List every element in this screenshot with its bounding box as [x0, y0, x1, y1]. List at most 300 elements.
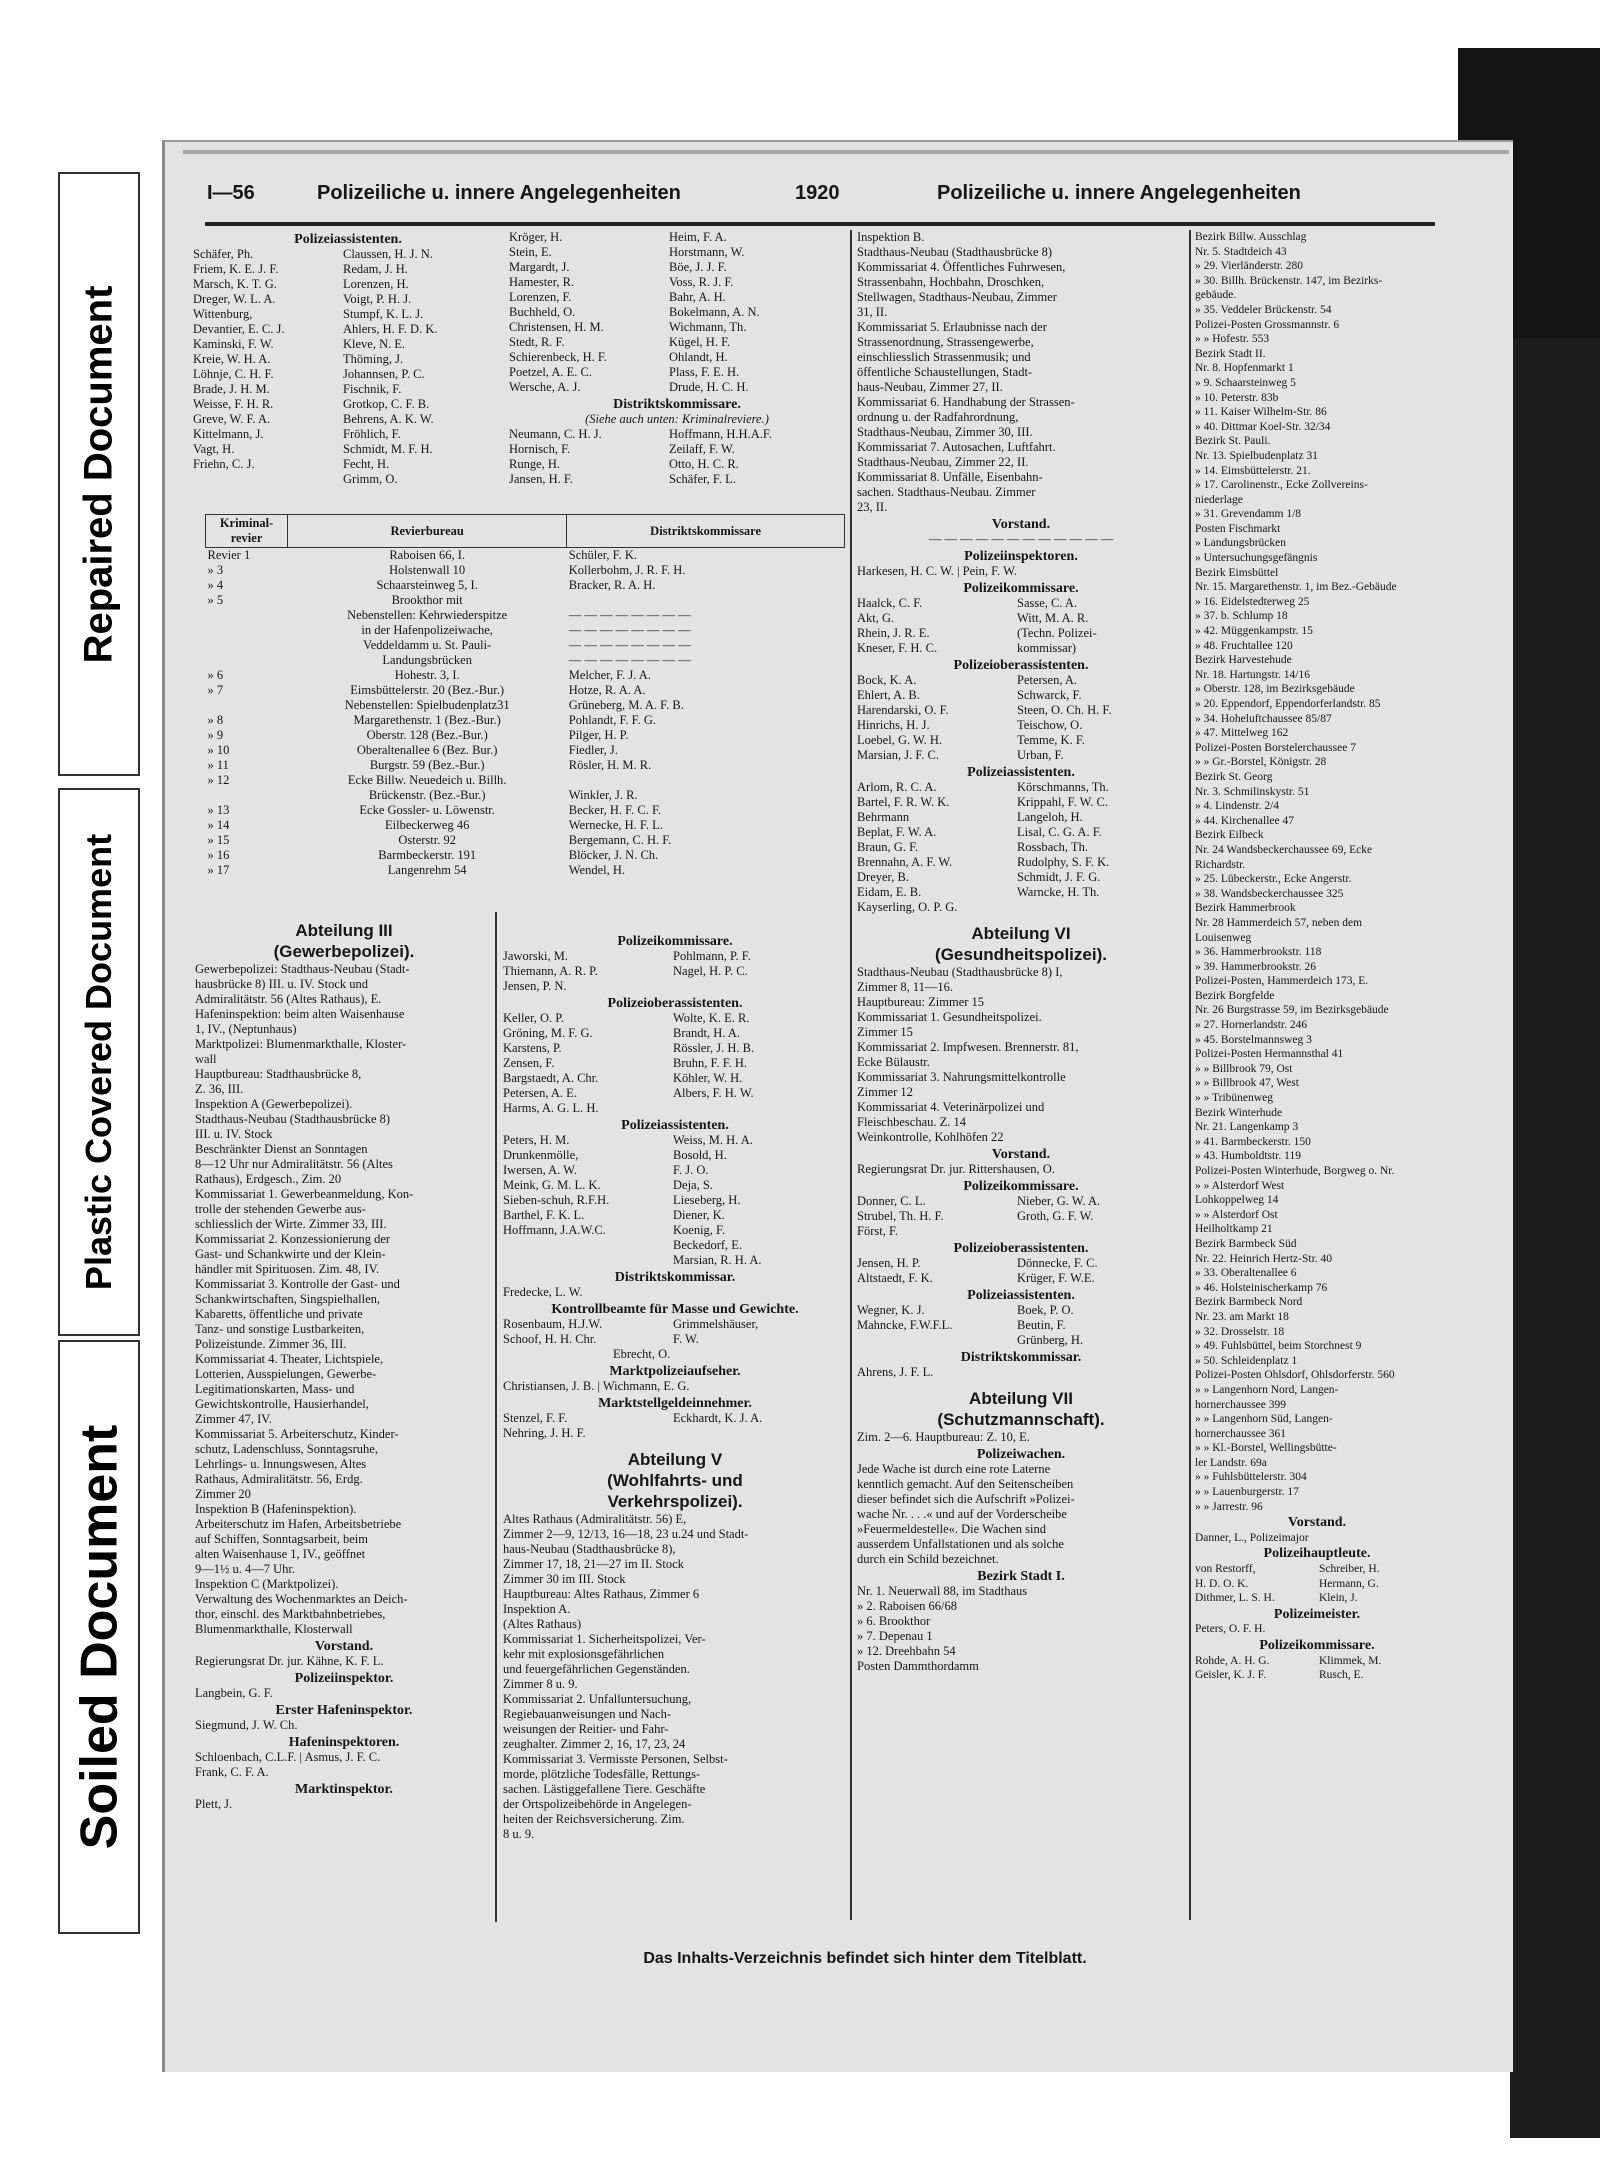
table-cell	[206, 698, 288, 713]
text-line: » 46. Holsteinischerkamp 76	[1195, 1281, 1328, 1294]
table-header: Revierbureau	[288, 515, 567, 548]
table-cell: Holstenwall 10	[389, 563, 466, 577]
text-line: Kügel, H. F.	[669, 335, 731, 349]
text-line: Eidam, E. B.	[857, 885, 922, 899]
text-line: » 45. Borstelmannsweg 3	[1195, 1033, 1312, 1046]
text-line: Hornisch, F.	[509, 442, 571, 456]
text-line: Stein, E.	[509, 245, 552, 259]
text-line: Christensen, H. M.	[509, 320, 604, 334]
text-line: kehr mit explosionsgefährlichen	[503, 1647, 665, 1661]
text-line: Nr. 24 Wandsbeckerchaussee 69, Ecke	[1195, 843, 1373, 856]
section-heading: Bezirk Stadt I.	[977, 1569, 1065, 1584]
section-title: Abteilung V	[627, 1450, 723, 1469]
section-heading: Polizeikommissare.	[963, 581, 1079, 596]
table-cell: Becker, H. F. C. F.	[568, 803, 662, 817]
page-header	[165, 182, 1505, 206]
text-line: Inspektion A (Gewerbepolizei).	[195, 1097, 353, 1111]
section-heading: Polizeikommissare.	[1259, 1639, 1375, 1653]
text-line: Strassenbahn, Hochbahn, Droschken,	[857, 275, 1045, 289]
text-line: Stedt, R. F.	[509, 335, 565, 349]
text-line: Richardstr.	[1195, 858, 1246, 871]
table-cell: — — — — — — — —	[568, 653, 691, 667]
text-line: F. W.	[673, 1332, 699, 1346]
text-line: Wegner, K. J.	[857, 1303, 925, 1317]
text-line: Hoffmann, J.A.W.C.	[503, 1223, 606, 1237]
text-line: Akt, G.	[857, 611, 895, 625]
text-line: Kneser, F. H. C.	[857, 641, 938, 655]
text-line: » 33. Oberaltenallee 6	[1195, 1267, 1297, 1280]
text-line: Nagel, H. P. C.	[673, 964, 748, 978]
label-text: Plastic Covered Document	[78, 833, 120, 1291]
section-heading: Polizeioberassistenten.	[953, 1241, 1089, 1256]
name-list	[1195, 1654, 1319, 1683]
table-cell: » 6	[207, 668, 224, 682]
text-line: » 42. Müggenkampstr. 15	[1195, 625, 1313, 638]
name-list	[857, 780, 1017, 915]
text-line: » 32. Drosselstr. 18	[1195, 1325, 1285, 1338]
text-line: 9—1½ u. 4—7 Uhr.	[195, 1562, 295, 1576]
text-line: Groth, G. F. W.	[1017, 1209, 1094, 1223]
text-line: Zimmer 20	[195, 1487, 251, 1501]
text-line: » 4. Lindenstr. 2/4	[1195, 800, 1280, 813]
repaired-document-label	[58, 172, 140, 776]
text-line: » 2. Raboisen 66/68	[857, 1599, 957, 1613]
section-title: Abteilung III	[295, 921, 393, 940]
section-heading: Distriktskommissar.	[960, 1350, 1082, 1365]
text-line: » 29. Vierländerstr. 280	[1195, 260, 1304, 273]
table-cell: Landungsbrücken	[382, 653, 472, 667]
text-line: » 6. Brookthor	[857, 1614, 931, 1628]
text-line: ordnung u. der Radfahrordnung,	[857, 410, 1019, 424]
text-line: Petersen, A.	[1017, 673, 1078, 687]
text-line: hornerchaussee 399	[1195, 1398, 1287, 1411]
section-heading: Polizeioberassistenten.	[607, 996, 743, 1011]
text-line: Buchheld, O.	[509, 305, 576, 319]
text-line: Bokelmann, A. N.	[669, 305, 760, 319]
text-line: » 37. b. Schlump 18	[1195, 610, 1288, 623]
section-heading: Distriktskommissar.	[614, 1270, 736, 1285]
table-cell: Winkler, J. R.	[568, 788, 638, 802]
table-cell: Bergemann, C. H. F.	[568, 833, 672, 847]
text-line: » 50. Schleidenplatz 1	[1195, 1354, 1298, 1367]
text-line: Polizei-Posten Grossmannstr. 6	[1195, 318, 1340, 331]
text-block	[857, 230, 1185, 515]
text-line: Ahlers, H. F. D. K.	[343, 322, 438, 336]
text-line: Frank, C. F. A.	[195, 1765, 269, 1779]
text-line: » 16. Eidelstedterweg 25	[1195, 595, 1310, 608]
table-cell: » 17	[207, 863, 230, 877]
text-line: Petersen, A. E.	[503, 1086, 577, 1100]
text-line: Posten Dammthordamm	[857, 1659, 979, 1673]
table-cell: Oberstr. 128 (Bez.-Bur.)	[366, 728, 488, 742]
label-text: Repaired Document	[76, 285, 121, 663]
text-line: Hauptbureau: Stadthausbrücke 8,	[195, 1067, 362, 1081]
text-line: Hinrichs, H. J.	[857, 718, 930, 732]
table-cell: Eilbeckerweg 46	[385, 818, 470, 832]
text-line: Rossbach, Th.	[1017, 840, 1088, 854]
text-line: Nr. 22. Heinrich Hertz-Str. 40	[1195, 1252, 1333, 1265]
text-line: Grimmelshäuser,	[673, 1317, 759, 1331]
text-line: Kommissariat 1. Gewerbeanmeldung, Kon-	[195, 1187, 414, 1201]
section-heading: Polizeiassistenten.	[294, 232, 402, 247]
table-cell	[206, 623, 288, 638]
table-cell: » 5	[207, 593, 224, 607]
text-line: Schankwirtschaften, Singspielhallen,	[195, 1292, 381, 1306]
scan-background	[1510, 338, 1600, 2138]
text-line: händler mit Spirituosen. Zim. 48, IV.	[195, 1262, 380, 1276]
table-row	[206, 548, 845, 564]
section-heading: Erster Hafeninspektor.	[275, 1703, 413, 1718]
text-line: » 49. Fuhlsbüttel, beim Storchnest 9	[1195, 1340, 1362, 1353]
name-list	[673, 949, 843, 994]
text-line: alten Waisenhause 1, IV., geöffnet	[195, 1547, 366, 1561]
text-line: Grotkop, C. F. B.	[343, 397, 430, 411]
text-line: (Altes Rathaus)	[503, 1617, 582, 1631]
table-row	[206, 833, 845, 848]
text-line: Rathaus, Admiralitätstr. 56, Erdg.	[195, 1472, 363, 1486]
text-line: » » Alsterdorf Ost	[1195, 1208, 1278, 1221]
text-line: Kröger, H.	[509, 230, 563, 244]
text-block	[503, 1512, 847, 1842]
text-line: weisungen der Reitier- und Fahr-	[503, 1722, 669, 1736]
text-line: » » Langenhorn Süd, Langen-	[1195, 1413, 1333, 1426]
text-line: Rusch, E.	[1319, 1669, 1364, 1682]
table-cell: Revier 1	[207, 548, 251, 562]
table-header: Kriminal-revier	[206, 515, 288, 548]
text-line: durch ein Schild bezeichnet.	[857, 1552, 999, 1566]
text-line: Zimmer 17, 18, 21—27 im II. Stock	[503, 1557, 684, 1571]
text-line: Harms, A. G. L. H.	[503, 1101, 599, 1115]
text-line: » 30. Billh. Brückenstr. 147, im Bezirks-	[1195, 274, 1383, 287]
text-line: Verwaltung des Wochenmarktes an Deich-	[195, 1592, 408, 1606]
text-line: Gröning, M. F. G.	[503, 1026, 593, 1040]
text-line: Sasse, C. A.	[1017, 596, 1078, 610]
name-list	[1319, 1654, 1439, 1683]
section-heading: Hafeninspektoren.	[288, 1735, 400, 1750]
year: 1920	[795, 182, 840, 204]
name-list	[509, 427, 669, 487]
text-line: Zensen, F.	[503, 1056, 555, 1070]
text-line: Nehring, J. H. F.	[503, 1426, 586, 1440]
section-title: Abteilung VI	[971, 924, 1071, 943]
table-row	[206, 773, 845, 788]
text-line: Greve, W. F. A.	[193, 412, 271, 426]
text-line: Schäfer, F. L.	[669, 472, 736, 486]
text-line: Hafeninspektion: beim alten Waisenhause	[195, 1007, 405, 1021]
table-cell: » 13	[207, 803, 230, 817]
text-line: Gewichtskontrolle, Hausierhandel,	[195, 1397, 369, 1411]
text-line: Drude, H. C. H.	[669, 380, 749, 394]
section-heading: Polizeimeister.	[1273, 1607, 1361, 1622]
text-line: der Ortspolizeibehörde in Angelegen-	[503, 1797, 692, 1811]
text-block	[1195, 230, 1439, 1514]
col3	[857, 230, 1185, 1674]
text-line: Stellwagen, Stadthaus-Neubau, Zimmer	[857, 290, 1057, 304]
text-line: trolle der stehenden Gewerbe aus-	[195, 1202, 366, 1216]
dash-line: — — — — — — — — — — — —	[928, 532, 1114, 546]
text-line: Körschmanns, Th.	[1017, 780, 1109, 794]
text-line: Voss, R. J. F.	[669, 275, 734, 289]
text-line: Inspektion C (Marktpolizei).	[195, 1577, 339, 1591]
text-line: Weiss, M. H. A.	[673, 1133, 753, 1147]
name-list	[1319, 1562, 1439, 1606]
text-line: Claussen, H. J. N.	[343, 247, 433, 261]
section-title: Verkehrspolizei).	[607, 1492, 743, 1511]
text-line: Polizeistunde. Zimmer 36, III.	[195, 1337, 347, 1351]
table-cell: Hohestr. 3, I.	[394, 668, 460, 682]
table-row	[206, 788, 845, 803]
text-line: Regierungsrat Dr. jur. Rittershausen, O.	[857, 1162, 1055, 1176]
text-line: » 36. Hammerbrookstr. 118	[1195, 946, 1322, 959]
text-line: Kommissariat 2. Impfwesen. Brennerstr. 81,	[857, 1040, 1079, 1054]
text-line: » 40. Dittmar Koel-Str. 32/34	[1195, 420, 1331, 433]
table-row	[206, 818, 845, 833]
name-list	[1017, 1256, 1185, 1286]
text-line: Plass, F. E. H.	[669, 365, 740, 379]
text-line: Köhler, W. H.	[673, 1071, 743, 1085]
text-line: kenntlich gemacht. Auf den Seitenscheiben	[857, 1477, 1074, 1491]
section-heading: Polizeiinspektor.	[294, 1671, 394, 1686]
text-line: Brade, J. H. M.	[193, 382, 270, 396]
text-line: Schäfer, Ph.	[193, 247, 254, 261]
section-heading: Polizeiinspektoren.	[964, 549, 1078, 564]
col1-top	[193, 230, 503, 487]
text-line: Lieseberg, H.	[673, 1193, 741, 1207]
table-cell: Fiedler, J.	[568, 743, 618, 757]
section-heading: Polizeiassistenten.	[967, 765, 1075, 780]
text-line: Rhein, J. R. E.	[857, 626, 930, 640]
text-line: Rosenbaum, H.J.W.	[503, 1317, 603, 1331]
text-line: Stadthaus-Neubau (Stadthausbrücke 8)	[195, 1112, 391, 1126]
table-cell: Nebenstellen: Kehrwiederspitze	[347, 608, 508, 622]
text-line: Geisler, K. J. F.	[1195, 1669, 1267, 1682]
text-line: Löhnje, C. H. F.	[193, 367, 274, 381]
table-cell: Brückenstr. (Bez.-Bur.)	[368, 788, 486, 802]
text-line: » 38. Wandsbeckerchaussee 325	[1195, 887, 1344, 900]
text-line: Kommissariat 5. Arbeiterschutz, Kinder-	[195, 1427, 399, 1441]
text-line: Krüger, F. W.E.	[1017, 1271, 1095, 1285]
table-row	[206, 863, 845, 878]
table-cell: Osterstr. 92	[398, 833, 456, 847]
text-line: Peters, O. F. H.	[1195, 1623, 1266, 1636]
text-line: Lorenzen, F.	[509, 290, 572, 304]
text-line: Teischow, O.	[1017, 718, 1083, 732]
text-line: Margardt, J.	[509, 260, 570, 274]
column-divider	[1189, 230, 1191, 1920]
text-line: Fischnik, F.	[343, 382, 402, 396]
text-line: Thiemann, A. R. P.	[503, 964, 598, 978]
section-subheading: (Siehe auch unten: Kriminalreviere.)	[585, 412, 769, 426]
text-line: hausbrücke 8) III. u. IV. Stock und	[195, 977, 368, 991]
text-line: Drunkenmölle,	[503, 1148, 579, 1162]
table-header: Distriktskommissare	[567, 515, 845, 548]
text-line: Bargstaedt, A. Chr.	[503, 1071, 599, 1085]
text-line: Bezirk Eilbeck	[1195, 829, 1264, 842]
text-line: Rohde, A. H. G.	[1195, 1654, 1270, 1667]
text-line: Hamester, R.	[509, 275, 575, 289]
text-line: Nr. 23. am Markt 18	[1195, 1310, 1289, 1323]
text-line: sachen. Lästiggefallene Tiere. Geschäfte	[503, 1782, 706, 1796]
text-line: morde, plötzliche Todesfälle, Rettungs-	[503, 1767, 701, 1781]
text-line: Ahrens, J. F. L.	[857, 1365, 934, 1379]
text-line: Kreie, W. H. A.	[193, 352, 271, 366]
text-line: Brennahn, A. F. W.	[857, 855, 953, 869]
table-cell: Ecke Gossler- u. Löwenstr.	[359, 803, 495, 817]
name-list	[673, 1133, 843, 1268]
text-line: Friehn, C. J.	[193, 457, 255, 471]
text-line: Schmidt, M. F. H.	[343, 442, 433, 456]
table-row	[206, 578, 845, 593]
text-line: Beplat, F. W. A.	[857, 825, 937, 839]
text-line: Kleve, N. E.	[343, 337, 406, 351]
table-row	[206, 608, 845, 623]
text-line: Marktpolizei: Blumenmarkthalle, Kloster-	[195, 1037, 407, 1051]
text-line: Hermann, G.	[1319, 1577, 1379, 1590]
text-line: Heim, F. A.	[669, 230, 727, 244]
table-cell: Bracker, R. A. H.	[568, 578, 656, 592]
text-line: Thöming, J.	[343, 352, 404, 366]
section-heading: Polizeioberassistenten.	[953, 658, 1089, 673]
text-line: Dönnecke, F. C.	[1017, 1256, 1098, 1270]
text-line: Hauptbureau: Altes Rathaus, Zimmer 6	[503, 1587, 700, 1601]
text-line: Pohlmann, P. F.	[673, 949, 751, 963]
table-cell: » 3	[207, 563, 224, 577]
table-cell: » 15	[207, 833, 230, 847]
text-line: Kabaretts, öffentliche und private	[195, 1307, 363, 1321]
text-line: » » Langenhorn Nord, Langen-	[1195, 1383, 1339, 1396]
text-line: Keller, O. P.	[503, 1011, 564, 1025]
text-line: Kittelmann, J.	[193, 427, 264, 441]
text-line: Böe, J. J. F.	[669, 260, 727, 274]
table-cell: Pilger, H. P.	[568, 728, 629, 742]
text-line: Kommissariat 5. Erlaubnisse nach der	[857, 320, 1047, 334]
text-line: Fröhlich, F.	[343, 427, 401, 441]
text-line: » 47. Mittelweg 162	[1195, 727, 1289, 740]
section-heading: Marktinspektor.	[295, 1782, 393, 1797]
text-line: » 10. Peterstr. 83b	[1195, 391, 1279, 404]
text-line: Marsian, R. H. A.	[673, 1253, 762, 1267]
text-block	[857, 965, 1185, 1145]
page-number: I—56	[207, 182, 255, 204]
text-line: » 14. Eimsbüttelerstr. 21.	[1195, 464, 1311, 477]
text-line: 1, IV., (Neptunhaus)	[195, 1022, 297, 1036]
text-line: » Landungsbrücken	[1195, 537, 1287, 550]
table-row	[206, 803, 845, 818]
name-list	[857, 1256, 1017, 1286]
text-line: Harendarski, O. F.	[857, 703, 949, 717]
label-text: Soiled Document	[70, 1424, 128, 1850]
name-list	[1017, 780, 1185, 915]
section-heading: Vorstand.	[991, 1147, 1051, 1162]
table-cell: Eimsbüttelerstr. 20 (Bez.-Bur.)	[350, 683, 505, 697]
text-line: Polizei-Posten Hermannsthal 41	[1195, 1048, 1344, 1061]
text-line: Bezirk St. Pauli.	[1195, 435, 1271, 448]
table-cell: Grüneberg, M. A. F. B.	[568, 698, 684, 712]
text-line: Nr. 28 Hammerdeich 57, neben dem	[1195, 916, 1363, 929]
text-line: » 34. Hoheluftchaussee 85/87	[1195, 712, 1332, 725]
table-cell: » 12	[207, 773, 230, 787]
table-cell: Blöcker, J. N. Ch.	[568, 848, 659, 862]
name-list	[503, 949, 673, 994]
text-line: Schloenbach, C.L.F. | Asmus, J. F. C.	[195, 1750, 381, 1764]
section-title: (Gewerbepolizei).	[273, 942, 415, 961]
text-block	[195, 962, 493, 1637]
section-heading: Polizeihauptleute.	[1263, 1547, 1371, 1562]
name-list	[673, 1011, 843, 1116]
name-list	[503, 1411, 673, 1441]
text-line: Nr. 13. Spielbudenplatz 31	[1195, 449, 1318, 462]
text-line: Schoof, H. H. Chr.	[503, 1332, 597, 1346]
text-line: Voigt, P. H. J.	[343, 292, 412, 306]
table-cell: Schüler, F. K.	[568, 548, 638, 562]
text-line: 31, II.	[857, 305, 888, 319]
text-line: » » Fuhlsbüttelerstr. 304	[1195, 1471, 1307, 1484]
text-line: Bezirk Barmbeck Süd	[1195, 1237, 1297, 1250]
text-line: Zeilaff, F. W.	[669, 442, 735, 456]
text-line: Stadthaus-Neubau (Stadthausbrücke 8) I,	[857, 965, 1063, 979]
text-line: Behrens, A. K. W.	[343, 412, 434, 426]
text-line: Altes Rathaus (Admiralitätstr. 56) E,	[503, 1512, 687, 1526]
text-line: 8—12 Uhr nur Admiralitätstr. 56 (Altes	[195, 1157, 393, 1171]
text-line: Devantier, E. C. J.	[193, 322, 285, 336]
text-line: Bezirk St. Georg	[1195, 770, 1273, 783]
table-row	[206, 563, 845, 578]
text-line: Dreyer, B.	[857, 870, 909, 884]
text-line: Kayserling, O. P. G.	[857, 900, 958, 914]
text-line: Kommissariat 2. Unfalluntersuchung,	[503, 1692, 692, 1706]
page-edge	[183, 150, 1509, 154]
table-cell: Margarethenstr. 1 (Bez.-Bur.)	[353, 713, 501, 727]
text-line: Zimmer 2—9, 12/13, 16—18, 23 u.24 und Stadt-	[503, 1527, 749, 1541]
table-cell: Kollerbohm, J. R. F. H.	[568, 563, 686, 577]
section-heading: Polizeiassistenten.	[967, 1288, 1075, 1303]
text-line: Johannsen, P. C.	[343, 367, 425, 381]
text-line: Witt, M. A. R.	[1017, 611, 1089, 625]
kriminalrevier-table	[205, 514, 845, 878]
text-line: Nr. 15. Margarethenstr. 1, im Bez.-Gebäude	[1195, 581, 1397, 594]
text-line: Loebel, G. W. H.	[857, 733, 943, 747]
name-list	[1017, 1303, 1185, 1348]
table-cell	[206, 608, 288, 623]
table-cell: — — — — — — — —	[568, 623, 691, 637]
text-line: Altstaedt, F. K.	[857, 1271, 933, 1285]
text-line: ler Landstr. 69a	[1195, 1456, 1267, 1469]
text-line: Jansen, H. F.	[509, 472, 573, 486]
text-line: Schwarck, F.	[1017, 688, 1082, 702]
text-line: Nieber, G. W. A.	[1017, 1194, 1101, 1208]
text-line: öffentliche Schaustellungen, Stadt-	[857, 365, 1033, 379]
table-row	[206, 593, 845, 608]
text-line: Fecht, H.	[343, 457, 390, 471]
text-line: Regiebauanweisungen und Nach-	[503, 1707, 671, 1721]
text-line: Nr. 21. Langenkamp 3	[1195, 1121, 1299, 1134]
text-line: Bezirk Barmbeck Nord	[1195, 1296, 1303, 1309]
name-list	[673, 1317, 843, 1347]
text-line: » » Lauenburgerstr. 17	[1195, 1486, 1299, 1499]
text-line: Kommissariat 2. Konzessionierung der	[195, 1232, 391, 1246]
text-line: schliesslich der Wirte. Zimmer 33, III.	[195, 1217, 387, 1231]
text-line: Bezirk Hammerbrook	[1195, 902, 1296, 915]
text-line: Peters, H. M.	[503, 1133, 570, 1147]
text-line: Harkesen, H. C. W. | Pein, F. W.	[857, 564, 1017, 578]
text-line: Rudolphy, S. F. K.	[1017, 855, 1110, 869]
text-line: Beutin, F.	[1017, 1318, 1066, 1332]
text-line: Vagt, H.	[193, 442, 235, 456]
section-heading: Polizeikommissare.	[617, 934, 733, 949]
table-cell: » 4	[207, 578, 224, 592]
text-line: Ebrecht, O.	[613, 1347, 671, 1361]
table-row	[206, 728, 845, 743]
